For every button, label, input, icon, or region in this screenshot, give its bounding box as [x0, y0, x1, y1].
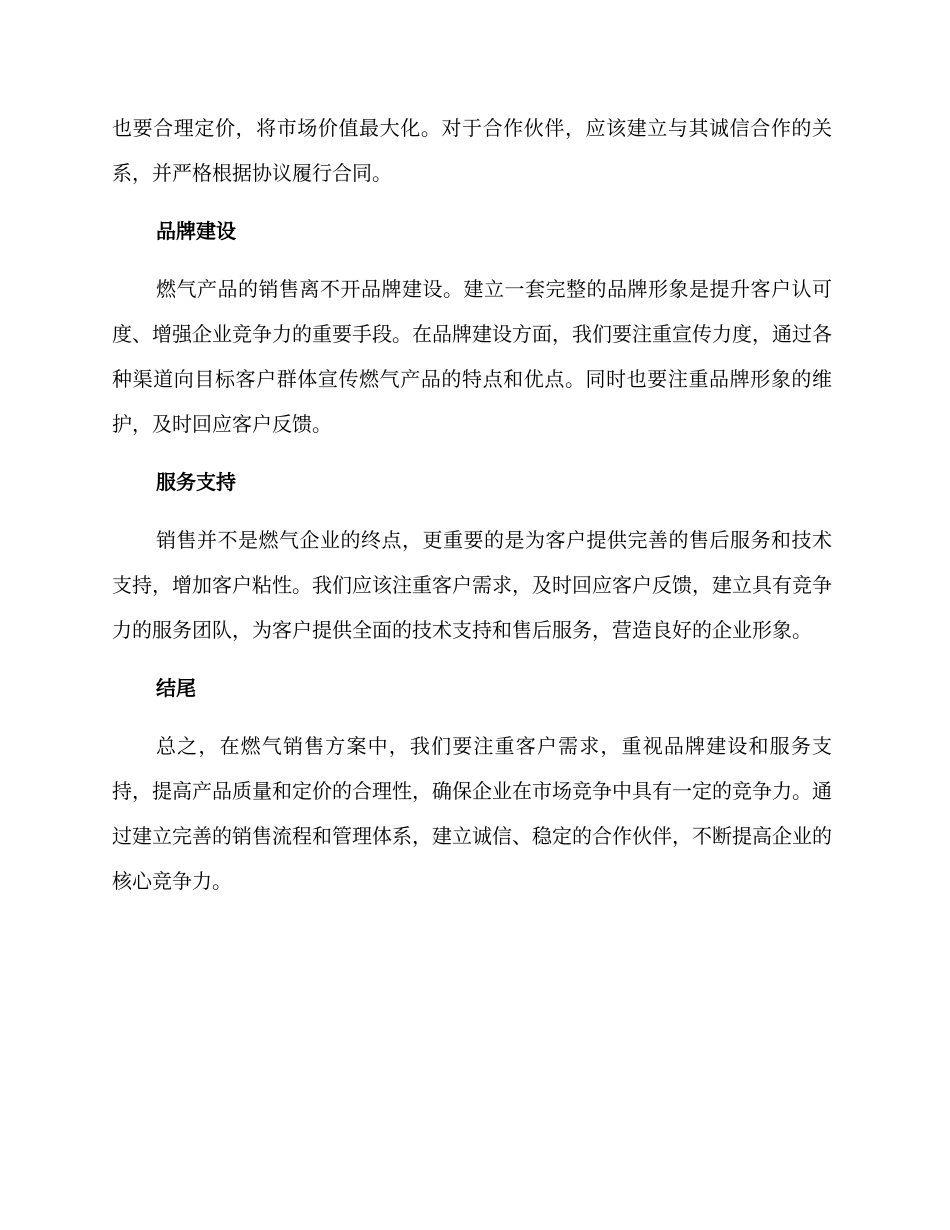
section-paragraph-conclusion: 总之，在燃气销售方案中，我们要注重客户需求，重视品牌建设和服务支持，提高产品质量和定价的合理性，确保企业在市场竞争中具有一定的竞争力。通过建立完善的销售流程和管理体系，建立诚信、稳定的合作伙伴，不断提高企业的核心竞争力。 — [112, 734, 832, 893]
section-paragraph-service: 销售并不是燃气企业的终点，更重要的是为客户提供完善的售后服务和技术支持，增加客户粘性。我们应该注重客户需求，及时回应客户反馈，建立具有竞争力的服务团队，为客户提供全面的技术支持和售后服务，营造良好的企业形象。 — [112, 528, 832, 642]
intro-paragraph: 也要合理定价，将市场价值最大化。对于合作伙伴，应该建立与其诚信合作的关系，并严格根据协议履行合同。 — [112, 116, 832, 185]
section-heading-conclusion: 结尾 — [156, 676, 196, 700]
section-heading-brand: 品牌建设 — [156, 219, 236, 243]
section-heading-service: 服务支持 — [156, 470, 236, 494]
section-paragraph-brand: 燃气产品的销售离不开品牌建设。建立一套完整的品牌形象是提升客户认可度、增强企业竞争力的重要手段。在品牌建设方面，我们要注重宣传力度，通过各种渠道向目标客户群体宣传燃气产品的特点和优点。同时也要注重品牌形象的维护，及时回应客户反馈。 — [112, 277, 832, 436]
document-page — [112, 106, 832, 917]
